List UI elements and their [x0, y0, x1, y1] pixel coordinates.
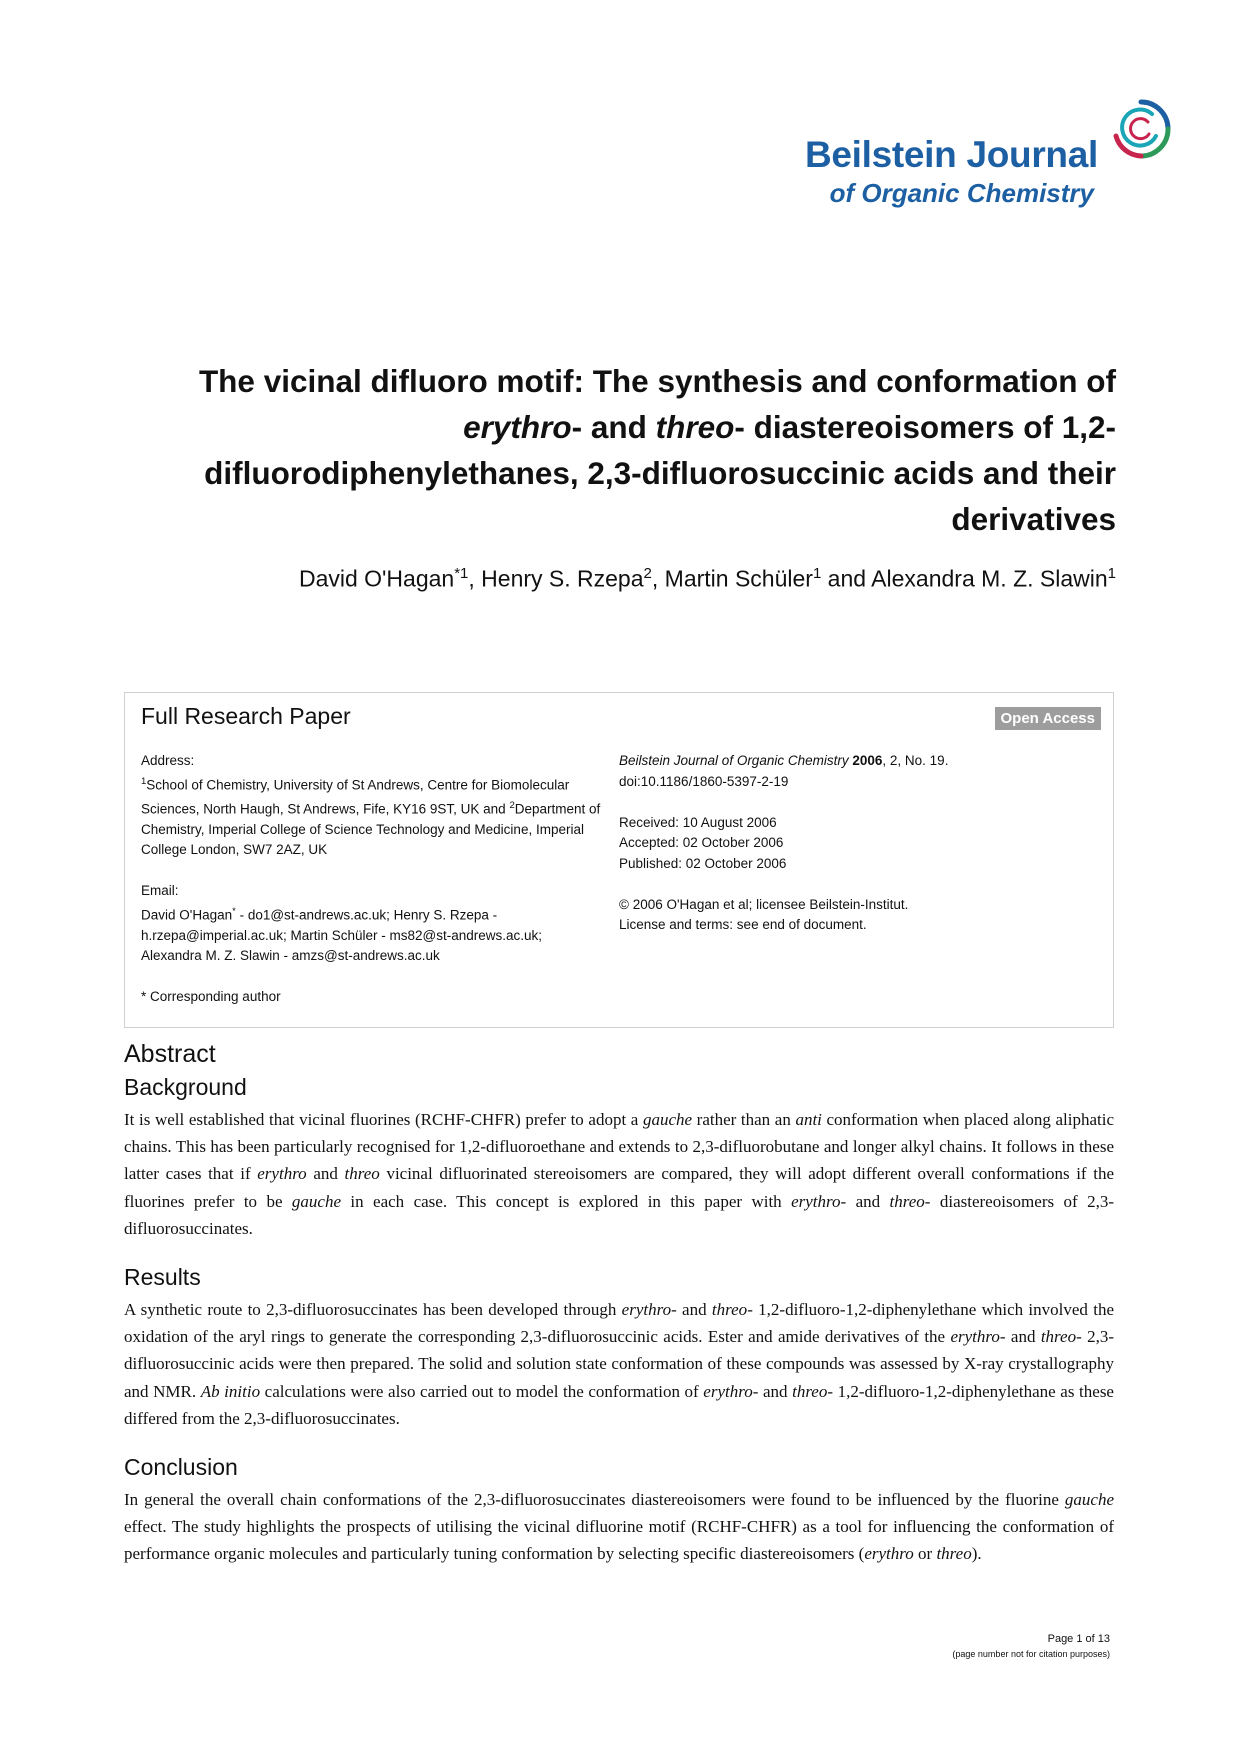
published-date: Published: 02 October 2006 — [619, 855, 787, 871]
conclusion-heading: Conclusion — [124, 1454, 238, 1480]
address-label: Address: — [141, 753, 195, 768]
license-notice: License and terms: see end of document. — [619, 917, 867, 932]
address-text: $^1$School of Chemistry, University of St Andrews, Centre for Biomolecular Sciences, North Haugh, St Andrews, Fife, KY16 9ST, UK and $^2$Department of Chemistry, Imperial College of Science Technology and Medicine, Imperial College London, SW7 2AZ, UK — [141, 775, 601, 857]
accepted-date: Accepted: 02 October 2006 — [619, 835, 784, 850]
author-list: David O'Hagan$^{*1}$, Henry S. Rzepa$^2$, Martin Schüler$^1$ and Alexandra M. Z. Slawin$^1$ — [298, 565, 1116, 592]
corresponding-author-note: * Corresponding author — [141, 989, 281, 1004]
results-heading: Results — [124, 1264, 201, 1290]
background-paragraph: It is well established that vicinal fluorines (RCHF-CHFR) prefer to adopt a gauche rather than an anti conformation when placed along aliphatic chains. This has been particularly recognised for 1,2-difluoroethane and extends to 2,3-difluorobutane and longer alkyl chains. It follows in these latter cases that if erythro and threo vicinal difluorinated stereoisomers are compared, they will adopt different overall conformations if the fluorines prefer to be gauche in each case. This concept is explored in this paper with erythro- and threo- diastereoisomers of 2,3-difluorosuccinates. — [124, 1110, 1115, 1238]
affiliation-column — [141, 751, 601, 1008]
publication-details-column — [619, 751, 1089, 936]
page-number-note: (page number not for citation purposes) — [952, 1649, 1110, 1659]
logo-subtitle: of Organic Chemistry — [829, 178, 1094, 208]
email-label: Email: — [141, 883, 179, 898]
background-heading: Background — [124, 1074, 247, 1100]
received-date: Received: 10 August 2006 — [619, 814, 777, 830]
article-type-heading: Full Research Paper — [141, 703, 351, 729]
results-paragraph: A synthetic route to 2,3-difluorosuccinates has been developed through erythro- and threo- 1,2-difluoro-1,2-diphenylethane which involved the oxidation of the aryl rings to generate the corresponding 2,3-difluorosuccinic acids. Ester and amide derivatives of the erythro- and threo- 2,3-difluorosuccinic acids were then prepared. The solid and solution state conformation of these compounds was assessed by X-ray crystallography and NMR. Ab initio calculations were also carried out to model the conformation of erythro- and threo- 1,2-difluoro-1,2-diphenylethane as these differed from the 2,3-difluorosuccinates. — [124, 1300, 1115, 1428]
email-text: David O'Hagan* - do1@st-andrews.ac.uk; Henry S. Rzepa - h.rzepa@imperial.ac.uk; Martin Schüler - ms82@st-andrews.ac.uk; Alexandra M. Z. Slawin - amzs@st-andrews.ac.uk — [141, 905, 543, 963]
paper-title: The vicinal difluoro motif: The synthesis and conformation of erythro- and threo- diastereoisomers of 1,2-difluorodiphenylethanes, 2,3-difluorosuccinic acids and their derivatives — [198, 363, 1116, 537]
logo-title: Beilstein Journal — [804, 134, 1098, 175]
doi: doi:10.1186/1860-5397-2-19 — [619, 773, 789, 789]
conclusion-paragraph: In general the overall chain conformations of the 2,3-difluorosuccinates diastereoisomers were found to be influenced by the fluorine gauche effect. The study highlights the prospects of utilising the vicinal difluorine motif (RCHF-CHFR) as a tool for influencing the conformation of performance organic molecules and particularly tuning conformation by selecting specific diastereoisomers (erythro or threo). — [124, 1490, 1114, 1564]
open-access-badge: Open Access — [995, 707, 1102, 730]
article-info-box — [124, 692, 1114, 1028]
page-number: Page 1 of 13 — [1047, 1633, 1110, 1645]
abstract-heading: Abstract — [124, 1040, 216, 1068]
journal-logo — [804, 96, 1174, 216]
citation: Beilstein Journal of Organic Chemistry 2006, 2, No. 19. — [619, 753, 949, 768]
journal-ring-logo-icon — [1108, 96, 1174, 162]
copyright-notice: © 2006 O'Hagan et al; licensee Beilstein-Institut. — [619, 896, 909, 912]
